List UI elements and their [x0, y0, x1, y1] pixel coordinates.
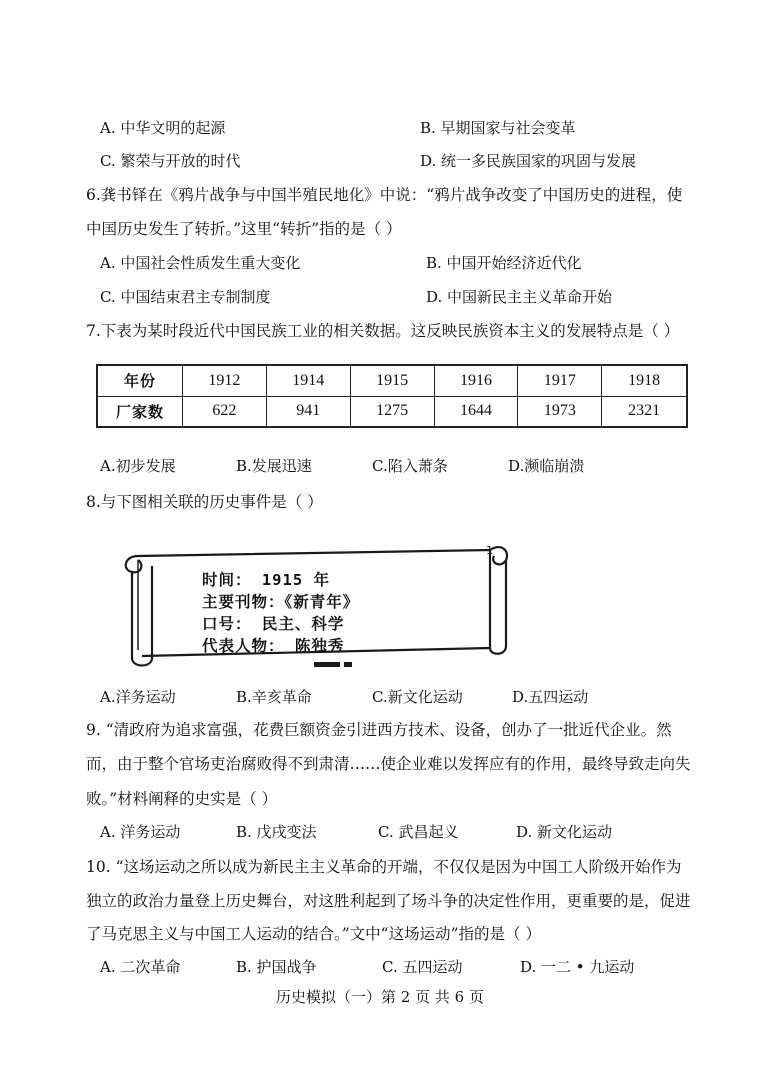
svg-text:1: 1 [486, 544, 493, 557]
table-row-counts [97, 396, 687, 427]
q5-option-d: D. 统一多民族国家的巩固与发展 [420, 152, 637, 170]
table-cell-count: 1644 [434, 396, 518, 427]
q10-option-c: C. 五四运动 [382, 958, 463, 976]
q6-option-d: D. 中国新民主主义革命开始 [426, 288, 613, 306]
table-cell-count: 622 [183, 396, 267, 427]
q9-option-c: C. 武昌起义 [378, 823, 459, 841]
q8-option-c: C.新文化运动 [372, 688, 463, 706]
q5-option-b: B. 早期国家与社会变革 [420, 119, 576, 137]
scroll-line-journal: 主要刊物：《新青年》 [202, 593, 360, 611]
q9-option-b: B. 戊戌变法 [236, 823, 317, 841]
table-cell-year: 1917 [518, 365, 602, 396]
q6-option-b: B. 中国开始经济近代化 [426, 254, 582, 272]
scroll-line-time: 时间： 1915 年 [202, 571, 330, 589]
page-footer: 历史模拟（一）第 2 页 共 6 页 [276, 988, 484, 1006]
q6-option-a: A. 中国社会性质发生重大变化 [100, 254, 301, 272]
q10-option-a: A. 二次革命 [100, 958, 181, 976]
table-cell-count: 941 [266, 396, 350, 427]
q9-option-d: D. 新文化运动 [516, 823, 613, 841]
q10-stem-line3: 了马克思主义与中国工人运动的结合。”文中“这场运动”指的是（ ） [86, 925, 541, 943]
q7-option-d: D.濒临崩溃 [508, 457, 585, 475]
factory-data-table [96, 364, 688, 428]
q9-stem-line1: 9. “清政府为追求富强，花费巨额资金引进西方技术、设备，创办了一批近代企业。然 [86, 721, 672, 739]
q9-option-a: A. 洋务运动 [100, 823, 181, 841]
table-row-years [97, 365, 687, 396]
scroll-line-figure: 代表人物： 陈独秀 [202, 637, 345, 655]
table-cell-count: 2321 [602, 396, 687, 427]
q10-option-b: B. 护国战争 [236, 958, 317, 976]
table-cell-count: 1973 [518, 396, 602, 427]
q8-option-a: A.洋务运动 [100, 688, 176, 706]
scroll-illustration [118, 538, 514, 668]
scroll-line-slogan: 口号： 民主、科学 [202, 615, 345, 633]
q8-option-d: D.五四运动 [512, 688, 589, 706]
q10-option-d: D. 一二 • 九运动 [520, 958, 635, 976]
q5-option-c: C. 繁荣与开放的时代 [100, 152, 241, 170]
q10-stem-line1: 10. “这场运动之所以成为新民主主义革命的开端，不仅仅是因为中国工人阶级开始作为 [86, 858, 682, 876]
q6-stem-line2: 中国历史发生了转折。”这里“转折”指的是（ ） [86, 220, 402, 238]
q6-option-c: C. 中国结束君主专制制度 [100, 288, 271, 306]
q7-option-c: C.陷入萧条 [372, 457, 448, 475]
table-cell-year: 1912 [183, 365, 267, 396]
q5-option-a: A. 中华文明的起源 [100, 119, 226, 137]
q7-option-a: A.初步发展 [100, 457, 176, 475]
table-header-year: 年份 [97, 365, 183, 396]
table-cell-count: 1275 [350, 396, 434, 427]
table-cell-year: 1916 [434, 365, 518, 396]
table-cell-year: 1915 [350, 365, 434, 396]
table-cell-year: 1914 [266, 365, 350, 396]
q8-option-b: B.辛亥革命 [236, 688, 312, 706]
q7-option-b: B.发展迅速 [236, 457, 312, 475]
q8-stem-line1: 8.与下图相关联的历史事件是（ ） [86, 493, 323, 511]
table-cell-year: 1918 [602, 365, 687, 396]
q7-stem-line1: 7.下表为某时段近代中国民族工业的相关数据。这反映民族资本主义的发展特点是（ ） [86, 322, 680, 340]
q9-stem-line3: 败。”材料阐释的史实是（ ） [86, 790, 278, 808]
q10-stem-line2: 独立的政治力量登上历史舞台，对这胜利起到了场斗争的决定性作用，更重要的是，促进 [86, 892, 691, 910]
q9-stem-line2: 而，由于整个官场吏治腐败得不到肃清……使企业难以发挥应有的作用，最终导致走向失 [86, 755, 691, 773]
table-header-count: 厂家数 [97, 396, 183, 427]
q6-stem-line1: 6.龚书铎在《鸦片战争与中国半殖民地化》中说：“鸦片战争改变了中国历史的进程，使 [86, 186, 683, 204]
